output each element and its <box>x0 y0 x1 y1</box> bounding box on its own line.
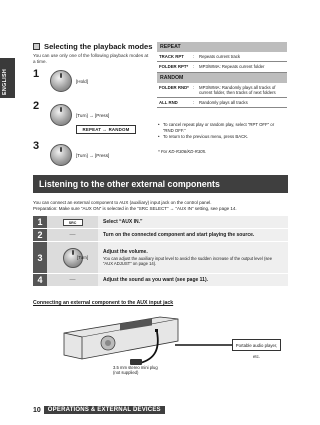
bullet-note-cancel: • To cancel repeat play or random play, select “RPT OFF” or “RND OFF.” <box>158 122 286 133</box>
bullet-note-back: • To return to the previous menu, press BACK. <box>158 134 286 140</box>
step-number: 2 <box>33 229 47 241</box>
mode-key: ALL RND <box>159 100 178 106</box>
step-image <box>47 242 98 273</box>
step-text: Adjust the volume. <box>103 248 148 255</box>
connection-title: Connecting an external component to the AUX input jack <box>33 300 174 306</box>
section-title-playback <box>33 42 152 51</box>
control-knob-icon <box>50 104 72 126</box>
preparation-line: Preparation: Make sure “AUX ON” is selected in the “SRC SELECT” → “AUX IN” setting, see page 14. <box>33 206 237 211</box>
repeat-header: REPEAT <box>157 42 287 52</box>
language-tab-label: ENGLISH <box>2 68 8 95</box>
car-stereo-illustration <box>60 311 185 367</box>
step-image <box>47 216 98 228</box>
mode-value: Randomly plays all tracks <box>199 100 248 106</box>
table-row: FOLDER RPT* : MP3/WMA: Repeats current folder <box>157 62 287 72</box>
plug-label: 3.5 mm stereo mini plug <box>113 365 158 370</box>
step-3-action: [Turn] → [Press] <box>76 153 110 158</box>
table-row: FOLDER RND* : MP3/WMA: Randomly plays all tracks of current folder, then tracks of next folders <box>157 83 287 99</box>
listening-steps-table <box>33 216 288 287</box>
playback-description: You can use only one of the following playback modes at a time. <box>33 53 149 65</box>
table-row: ALL RND : Randomly plays all tracks <box>157 98 287 108</box>
playback-title-text: Selecting the playback modes <box>44 42 153 51</box>
table-row: TRACK RPT : Repeats current track <box>157 52 287 62</box>
mode-value: Repeats current track <box>199 54 241 59</box>
not-supplied-label: (not supplied) <box>113 370 139 376</box>
section-banner-listening: Listening to the other external components <box>33 175 288 193</box>
turn-label: [Turn] <box>77 255 89 260</box>
audio-cable-icon <box>175 342 235 348</box>
step-2-action: [Turn] → [Press] <box>76 113 110 118</box>
random-header: RANDOM <box>157 73 287 83</box>
step-number: 1 <box>33 216 47 228</box>
mode-key: FOLDER RPT* <box>159 64 189 70</box>
listening-intro <box>33 200 288 212</box>
step-text: Turn on the connected component and start playing the source. <box>103 232 255 238</box>
page-number: 10 <box>33 406 41 414</box>
cable-label <box>113 365 158 376</box>
playback-mode-table <box>157 42 287 108</box>
checkbox-square-icon <box>33 43 40 50</box>
table-row <box>33 216 288 229</box>
step-1-action: [Hold] <box>76 79 89 84</box>
mode-key: TRACK RPT <box>159 54 184 59</box>
dash-placeholder: — <box>69 232 76 238</box>
repeat-random-display: REPEAT ↔ RANDOM <box>76 125 136 134</box>
control-knob-icon <box>50 70 72 92</box>
language-tab <box>0 58 15 98</box>
step-image <box>47 229 98 241</box>
step-number: 3 <box>33 242 47 273</box>
control-knob-icon <box>50 144 72 166</box>
section-label: OPERATIONS & EXTERNAL DEVICES <box>44 406 165 414</box>
mode-key: FOLDER RND* <box>159 84 189 90</box>
step-number: 4 <box>33 274 47 286</box>
page-footer <box>33 406 165 414</box>
step-number-1: 1 <box>33 68 40 80</box>
step-subtext: You can adjust the auxiliary input level to avoid the sudden increase of the output level (see “AUX ADJUST” on page 14). <box>103 255 273 266</box>
step-number-3: 3 <box>33 140 40 152</box>
table-row <box>33 274 288 287</box>
table-row <box>33 229 288 242</box>
dash-placeholder: — <box>69 277 76 283</box>
mode-value: MP3/WMA: Randomly plays all tracks of current folder, then tracks of next folders <box>199 84 276 95</box>
mode-value: MP3/WMA: Repeats current folder <box>199 64 265 70</box>
src-button-icon: SRC <box>63 219 83 226</box>
step-number-2: 2 <box>33 100 40 112</box>
footnote: * For KD-R306/KD-R305. <box>158 149 207 154</box>
step-text: Select “AUX IN.” <box>103 219 143 225</box>
portable-player-box: Portable audio player, etc. <box>232 339 281 351</box>
table-row <box>33 242 288 274</box>
intro-line: You can connect an external component to AUX (auxiliary) input jack on the control panel. <box>33 200 212 205</box>
step-image <box>47 274 98 286</box>
step-text: Adjust the sound as you want (see page 11). <box>103 277 209 283</box>
